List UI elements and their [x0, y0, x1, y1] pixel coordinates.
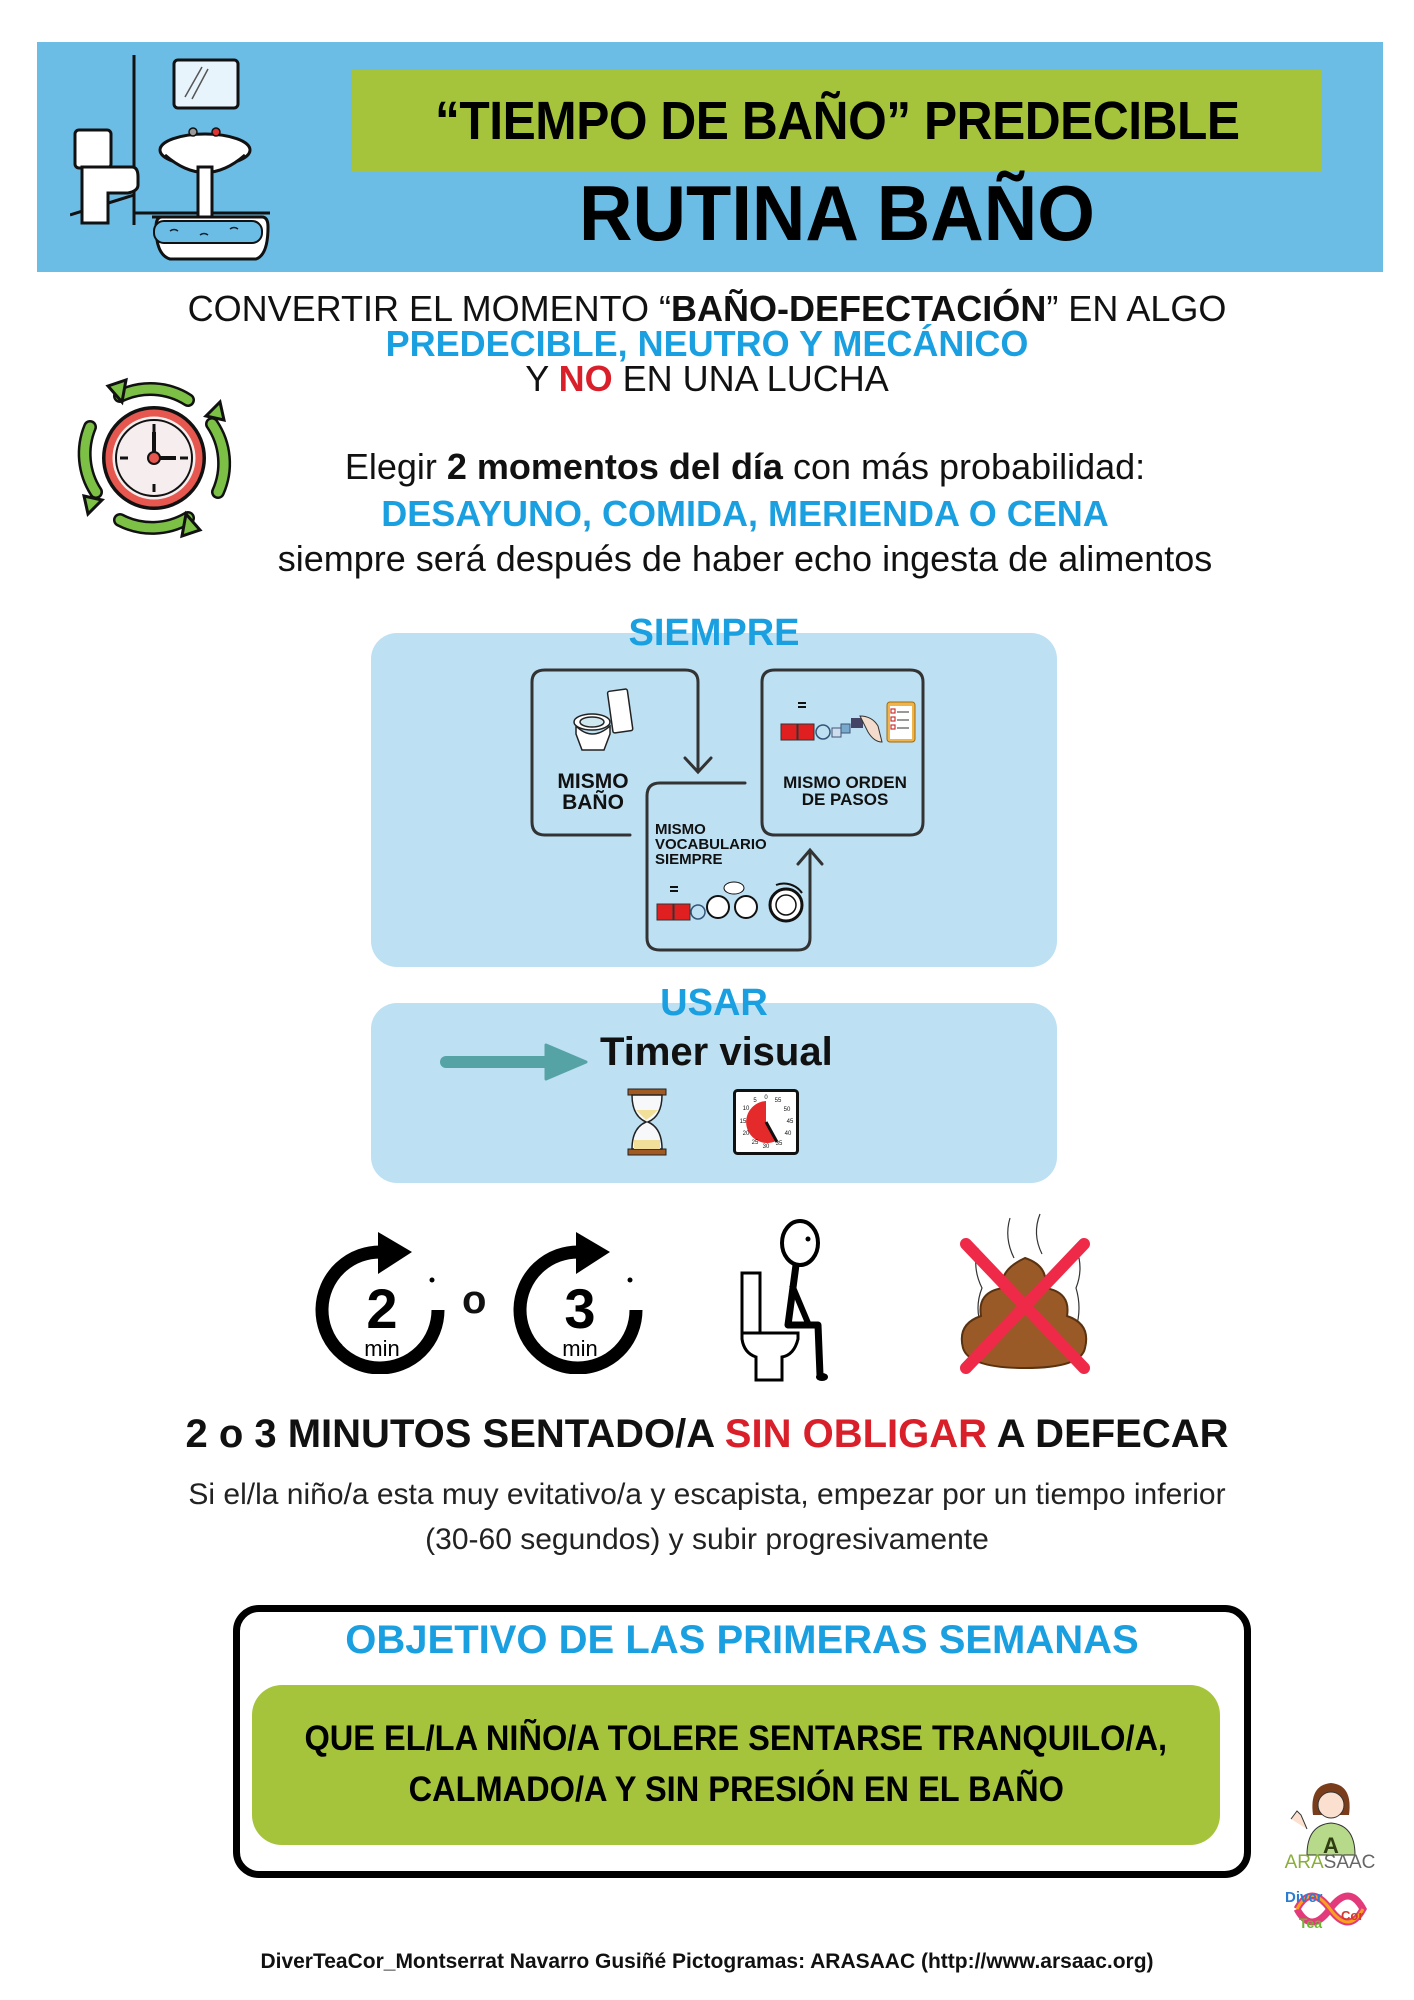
sitting-minutes-text: 2 o 3 MINUTOS SENTADO/A SIN OBLIGAR A DEFECAR [185, 1412, 1229, 1456]
svg-text:50: 50 [783, 1107, 791, 1113]
visual-timer-icon [733, 1089, 799, 1155]
svg-text:Cor: Cor [1341, 1908, 1364, 1923]
meal-times: DESAYUNO, COMIDA, MERIENDA O CENA [381, 493, 1109, 534]
bathroom-icon [70, 55, 270, 265]
same-words-icon [657, 882, 802, 921]
moments-line-3: siempre será después de haber echo ingesta de alimentos [277, 538, 1213, 579]
intro-line-1: CONVERTIR EL MOMENTO “BAÑO-DEFECTACIÓN” EN ALGO [187, 288, 1227, 329]
note-line-1: Si el/la niño/a esta muy evitativo/a y escapista, empezar por un tiempo inferior [188, 1478, 1226, 1511]
arrow-right-icon [438, 1043, 588, 1081]
svg-text:2: 2 [366, 1277, 398, 1340]
svg-text:30: 30 [762, 1144, 770, 1150]
or-label: o [462, 1278, 487, 1322]
siempre-heading: SIEMPRE [628, 612, 800, 654]
intro-line-3: Y NO EN UNA LUCHA [525, 358, 889, 399]
svg-text:min: min [562, 1336, 598, 1361]
svg-text:5: 5 [753, 1098, 757, 1104]
svg-text:40: 40 [784, 1131, 792, 1137]
svg-text:Diver: Diver [1285, 1889, 1323, 1906]
page-subtitle: “TIEMPO DE BAÑO” PREDECIBLE [434, 91, 1240, 151]
objective-line-1: QUE EL/LA NIÑO/A TOLERE SENTARSE TRANQUILO/A, [304, 1719, 1168, 1759]
objective-title: OBJETIVO DE LAS PRIMERAS SEMANAS [345, 1618, 1139, 1662]
svg-text:25: 25 [751, 1140, 759, 1146]
svg-text:35: 35 [775, 1141, 783, 1147]
step-same-vocabulary: MISMO VOCABULARIO SIEMPRE [655, 821, 767, 868]
step-same-order: MISMO ORDEN DE PASOS [783, 773, 907, 809]
subtitle-highlight [352, 70, 1322, 172]
svg-text:20: 20 [742, 1131, 750, 1137]
two-minute-timer-icon [312, 1222, 450, 1374]
three-minute-timer-icon [510, 1222, 648, 1374]
svg-text:45: 45 [786, 1119, 794, 1125]
svg-text:3: 3 [564, 1277, 596, 1340]
svg-text:15: 15 [739, 1119, 747, 1125]
intro-line-2: PREDECIBLE, NEUTRO Y MECÁNICO [385, 323, 1029, 364]
svg-text:10: 10 [742, 1106, 750, 1112]
footer-credits: DiverTeaCor_Montserrat Navarro Gusiñé Pictogramas: ARASAAC (http://www.arsaac.org) [260, 1950, 1154, 1973]
hourglass-icon [626, 1088, 668, 1156]
no-forcing-defecation-icon [950, 1208, 1100, 1380]
svg-text:min: min [364, 1336, 400, 1361]
objective-goal [252, 1685, 1220, 1845]
objective-line-2: CALMADO/A Y SIN PRESIÓN EN EL BAÑO [408, 1770, 1064, 1809]
timer-visual-label: Timer visual [600, 1030, 833, 1074]
child-sitting-toilet-icon [738, 1215, 848, 1385]
arasaac-wordmark: ARASAAC [1284, 1852, 1376, 1873]
toilet-icon [574, 689, 633, 750]
usar-heading: USAR [660, 982, 768, 1024]
svg-text:A: A [1323, 1833, 1339, 1858]
svg-text:0: 0 [764, 1095, 768, 1101]
steps-checklist-icon [781, 702, 915, 742]
step-same-bathroom: MISMO BAÑO [557, 770, 629, 814]
svg-text:Tea: Tea [1299, 1915, 1323, 1931]
svg-text:55: 55 [774, 1098, 782, 1104]
moments-line-1: Elegir 2 momentos del día con más probabilidad: [344, 446, 1146, 487]
page-title: RUTINA BAÑO [579, 169, 1095, 257]
divertea-logo [1277, 1880, 1383, 1938]
note-line-2: (30-60 segundos) y subir progresivamente [425, 1523, 989, 1556]
